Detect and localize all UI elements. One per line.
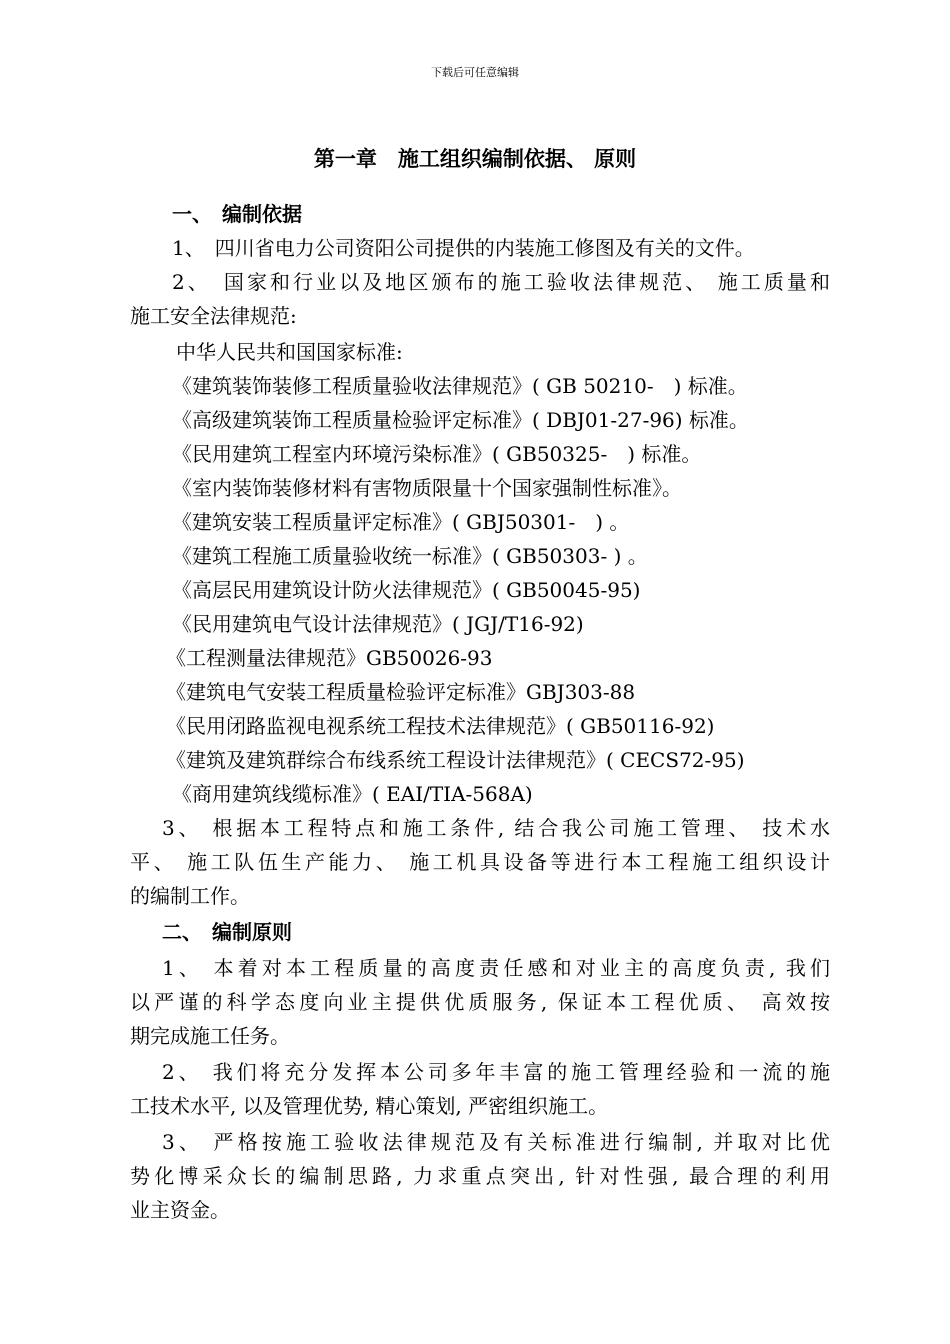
standard-item: 《建筑装饰装修工程质量验收法律规范》( GB 50210- ) 标准。	[172, 374, 748, 398]
basis-item-2-line-2: 施工安全法律规范:	[130, 304, 297, 328]
basis-item-1: 1、 四川省电力公司资阳公司提供的内装施工修图及有关的文件。	[172, 236, 755, 260]
standard-item: 《民用闭路监视电视系统工程技术法律规范》( GB50116-92)	[166, 714, 715, 738]
standard-item: 《建筑及建筑群综合布线系统工程设计法律规范》( CECS72-95)	[166, 748, 745, 772]
basis-item-2-line-1: 2、 国家和行业以及地区颁布的施工验收法律规范、 施工质量和	[172, 270, 830, 294]
standards-intro: 中华人民共和国国家标准:	[176, 340, 403, 364]
basis-item-3-line-1: 3、 根据本工程特点和施工条件, 结合我公司施工管理、 技术水	[162, 816, 830, 840]
principle-1-line-2: 以严谨的科学态度向业主提供优质服务, 保证本工程优质、 高效按	[130, 990, 830, 1014]
page-header-note: 下载后可任意编辑	[431, 66, 519, 79]
standard-item: 《室内装饰装修材料有害物质限量十个国家强制性标准》。	[172, 476, 682, 500]
standard-item: 《高级建筑装饰工程质量检验评定标准》( DBJ01-27-96) 标准。	[172, 408, 749, 432]
basis-item-3-line-2: 平、 施工队伍生产能力、 施工机具设备等进行本工程施工组织设计	[130, 850, 830, 874]
principle-1-line-3: 期完成施工任务。	[130, 1024, 290, 1048]
principle-2-line-1: 2、 我们将充分发挥本公司多年丰富的施工管理经验和一流的施	[162, 1060, 830, 1084]
standard-item: 《建筑电气安装工程质量检验评定标准》GBJ303-88	[166, 680, 636, 704]
principle-3-line-3: 业主资金。	[130, 1198, 230, 1222]
standard-item: 《民用建筑工程室内环境污染标准》( GB50325- ) 标准。	[172, 442, 702, 466]
section-heading-principles: 二、 编制原则	[162, 920, 292, 944]
standard-item: 《高层民用建筑设计防火法律规范》( GB50045-95)	[172, 578, 641, 602]
principle-2-line-2: 工技术水平, 以及管理优势, 精心策划, 严密组织施工。	[130, 1094, 609, 1118]
chapter-title: 第一章 施工组织编制依据、 原则	[313, 147, 637, 171]
standard-item: 《民用建筑电气设计法律规范》( JGJ/T16-92)	[172, 612, 584, 636]
standard-item: 《商用建筑线缆标准》( EAI/TIA-568A)	[172, 782, 533, 806]
section-heading-basis: 一、 编制依据	[172, 202, 302, 226]
standard-item: 《工程测量法律规范》GB50026-93	[166, 646, 493, 670]
standard-item: 《建筑安装工程质量评定标准》( GBJ50301- ) 。	[172, 510, 630, 534]
principle-3-line-1: 3、 严格按施工验收法律规范及有关标准进行编制, 并取对比优	[162, 1130, 830, 1154]
standard-item: 《建筑工程施工质量验收统一标准》( GB50303- ) 。	[172, 544, 648, 568]
basis-item-3-line-3: 的编制工作。	[130, 884, 250, 908]
principle-1-line-1: 1、 本着对本工程质量的高度责任感和对业主的高度负责, 我们	[162, 956, 830, 980]
principle-3-line-2: 势化博采众长的编制思路, 力求重点突出, 针对性强, 最合理的利用	[130, 1164, 830, 1188]
